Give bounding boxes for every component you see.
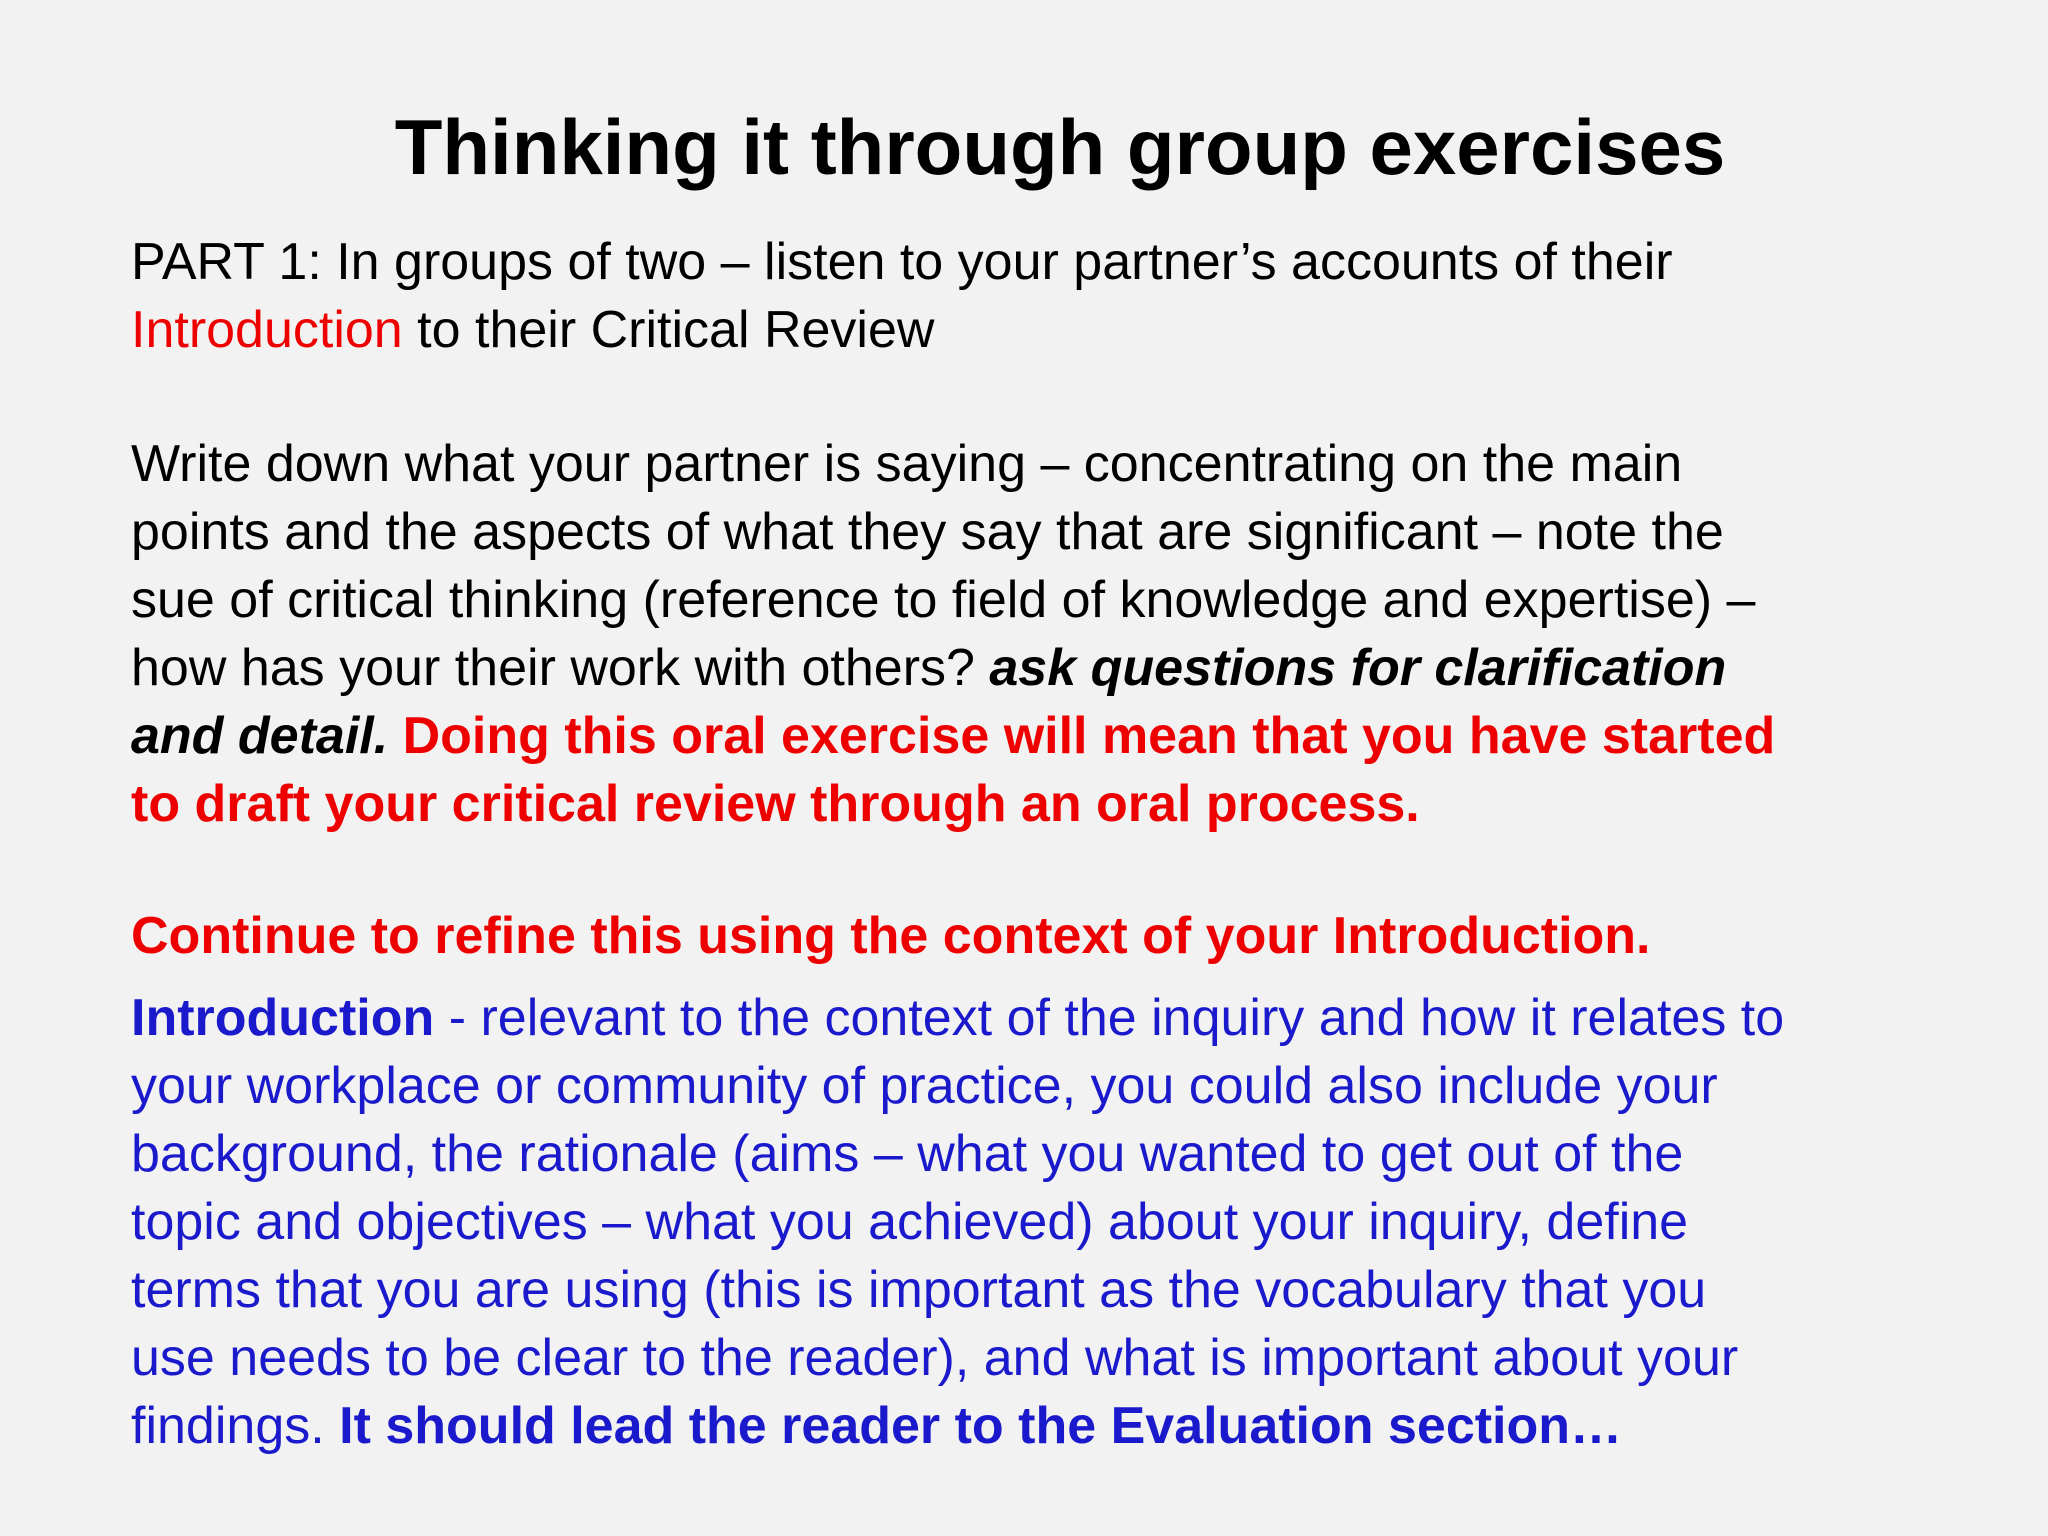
part1-text: PART 1: In groups of two – listen to your partner’s accounts of their <box>131 233 1673 291</box>
introduction-highlight: Introduction <box>131 301 403 359</box>
introduction-line: terms that you are using (this is important as the vocabulary that you <box>131 1261 1707 1319</box>
introduction-text: findings. <box>131 1397 340 1455</box>
introduction-line: use needs to be clear to the reader), and what is important about your <box>131 1329 1739 1387</box>
introduction-line: background, the rationale (aims – what you wanted to get out of the <box>131 1125 1684 1183</box>
continue-note: Continue to refine this using the context of your Introduction. <box>131 907 1651 965</box>
part1-line <box>131 296 2011 364</box>
introduction-line: your workplace or community of practice, you could also include your <box>131 1057 1718 1115</box>
instructions-line <box>131 634 2011 702</box>
red-callout-text: to draft your critical review through an oral process. <box>131 775 1420 833</box>
part1-paragraph <box>131 228 2011 364</box>
introduction-line <box>131 984 2011 1052</box>
part1-line <box>131 228 2011 296</box>
instructions-line: sue of critical thinking (reference to field of knowledge and expertise) – <box>131 571 1756 629</box>
instructions-text: how has your their work with others? <box>131 639 990 697</box>
instructions-line: Write down what your partner is saying – concentrating on the main <box>131 435 1683 493</box>
red-callout-text: Doing this oral exercise will mean that you have started <box>388 707 1776 765</box>
part1-text: to their Critical Review <box>402 301 935 359</box>
emphasis-text: ask questions for clarification <box>989 639 1727 697</box>
introduction-text: - relevant to the context of the inquiry and how it relates to <box>434 989 1785 1047</box>
introduction-paragraph <box>131 984 2011 1460</box>
instructions-paragraph <box>131 430 2011 838</box>
emphasis-text: and detail. <box>131 707 389 765</box>
instructions-line <box>131 702 2011 770</box>
introduction-line <box>131 1392 2011 1460</box>
introduction-line: topic and objectives – what you achieved) about your inquiry, define <box>131 1193 1689 1251</box>
instructions-line: points and the aspects of what they say that are significant – note the <box>131 503 1724 561</box>
slide-title: Thinking it through group exercises <box>394 103 1726 191</box>
introduction-heading: Introduction <box>131 989 435 1047</box>
introduction-conclusion: It should lead the reader to the Evaluation section… <box>339 1397 1623 1455</box>
